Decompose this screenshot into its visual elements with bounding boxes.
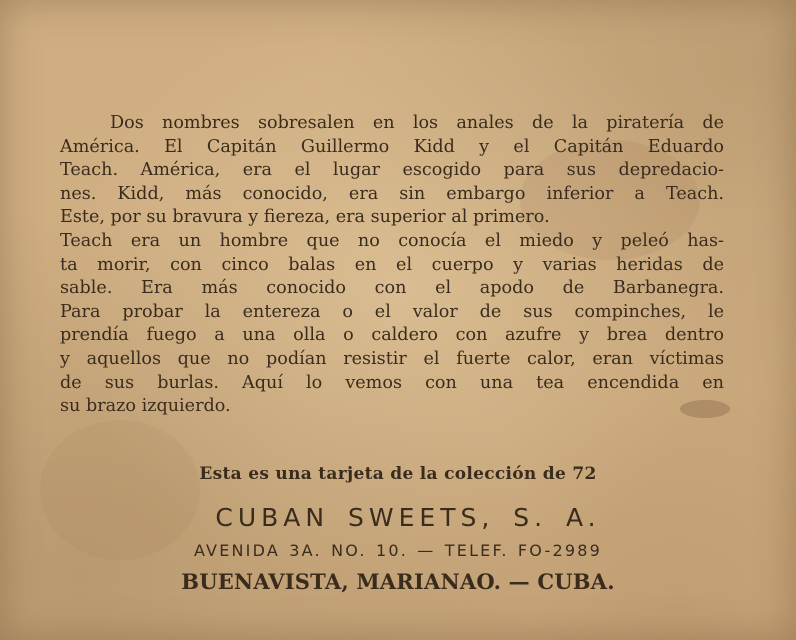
collection-note: Esta es una tarjeta de la colección de 72 <box>199 464 597 484</box>
story-line: Para probar la entereza o el valor de sus compinches, le <box>60 301 724 322</box>
story-line: ta morir, con cinco balas en el cuerpo y varias heridas de <box>60 254 724 275</box>
story-line: prendía fuego a una olla o caldero con azufre y brea dentro <box>60 325 724 346</box>
card-story-text <box>60 112 724 419</box>
story-line: nes. Kidd, más conocido, era sin embargo inferior a Teach. <box>60 183 724 204</box>
story-line: su brazo izquierdo. <box>60 396 231 417</box>
story-line: Teach era un hombre que no conocía el miedo y peleó has- <box>60 230 724 251</box>
company-name: CUBAN SWEETS, S. A. <box>215 503 601 532</box>
company-address: AVENIDA 3A. NO. 10. — TELEF. FO-2989 <box>193 541 603 560</box>
story-line: Teach. América, era el lugar escogido para sus depredacio- <box>60 160 724 181</box>
story-line: Este, por su bravura y fiereza, era superior al primero. <box>60 207 550 228</box>
story-line: de sus burlas. Aquí lo vemos con una tea encendida en <box>60 372 724 393</box>
story-line: y aquellos que no podían resistir el fuerte calor, eran víctimas <box>60 348 724 369</box>
story-line: Dos nombres sobresalen en los anales de la piratería de <box>110 113 724 133</box>
story-line: América. El Capitán Guillermo Kidd y el Capitán Eduardo <box>60 136 724 157</box>
story-line: sable. Era más conocido con el apodo de Barbanegra. <box>60 278 724 299</box>
company-city: BUENAVISTA, MARIANAO. — CUBA. <box>181 569 615 594</box>
paper-stain <box>40 420 200 560</box>
